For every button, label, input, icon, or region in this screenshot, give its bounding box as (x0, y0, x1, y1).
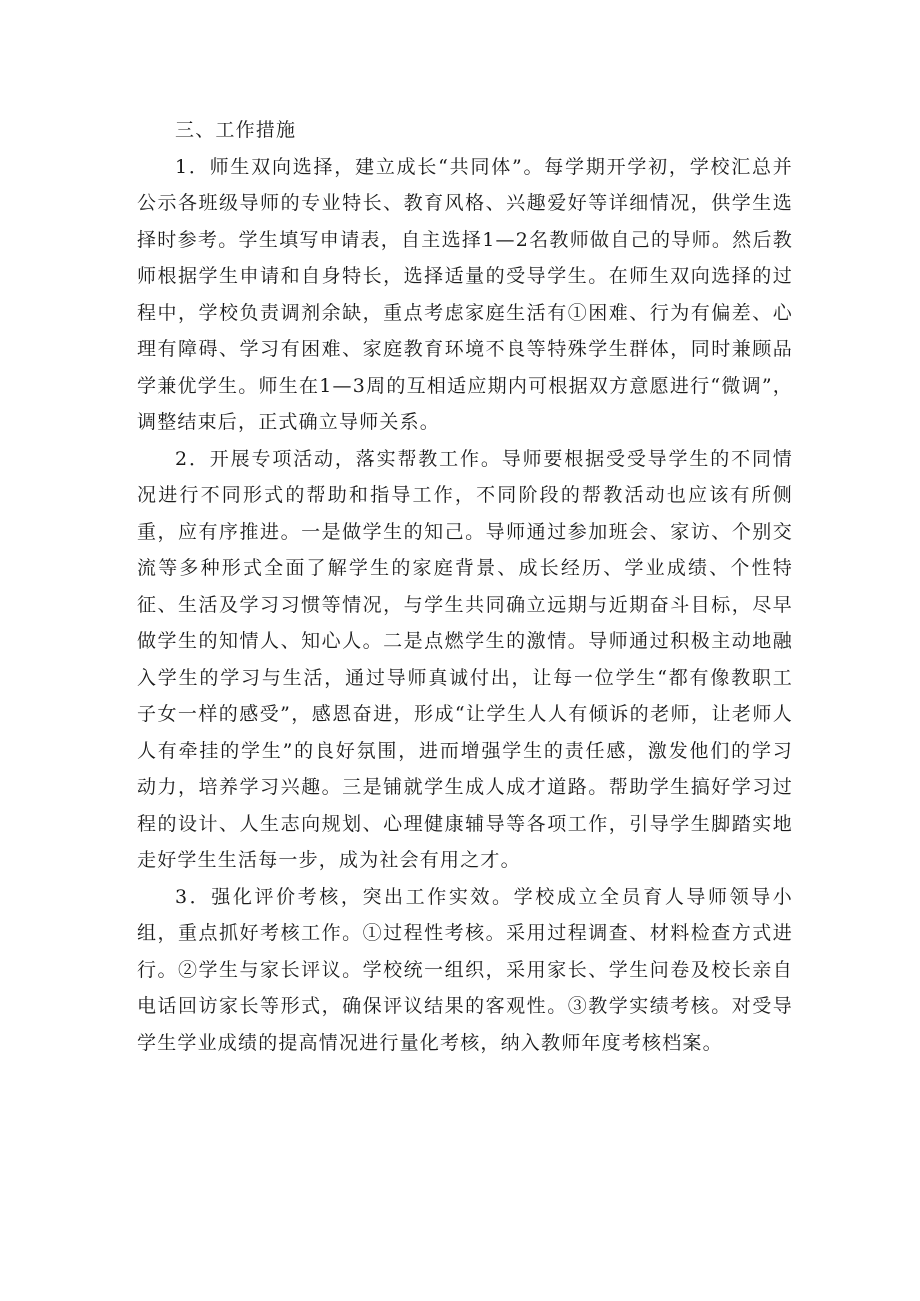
document-body (137, 112, 793, 1061)
paragraph-1: 1．师生双向选择，建立成长“共同体”。每学期开学初，学校汇总并公示各班级导师的专业特长、教育风格、兴趣爱好等详细情况，供学生选择时参考。学生填写申请表，自主选择1—2名教师做自己的导师。然后教师根据学生申请和自身特长，选择适量的受导学生。在师生双向选择的过程中，学校负责调剂余缺，重点考虑家庭生活有①困难、行为有偏差、心理有障碍、学习有困难、家庭教育环境不良等特殊学生群体，同时兼顾品学兼优学生。师生在1—3周的互相适应期内可根据双方意愿进行“微调”，调整结束后，正式确立导师关系。 (137, 155, 793, 433)
paragraph-2: 2．开展专项活动，落实帮教工作。导师要根据受受导学生的不同情况进行不同形式的帮助和指导工作，不同阶段的帮教活动也应该有所侧重，应有序推进。一是做学生的知己。导师通过参加班会、家访、个别交流等多种形式全面了解学生的家庭背景、成长经历、学业成绩、个性特征、生活及学习习惯等情况，与学生共同确立远期与近期奋斗目标，尽早做学生的知情人、知心人。二是点燃学生的激情。导师通过积极主动地融入学生的学习与生活，通过导师真诚付出，让每一位学生“都有像教职工子女一样的感受”，感恩奋进，形成“让学生人人有倾诉的老师，让老师人人有牵挂的学生”的良好氛围，进而增强学生的责任感，激发他们的学习动力，培养学习兴趣。三是铺就学生成人成才道路。帮助学生搞好学习过程的设计、人生志向规划、心理健康辅导等各项工作，引导学生脚踏实地走好学生生活每一步，成为社会有用之才。 (137, 447, 793, 871)
section-heading: 三、工作措施 (175, 119, 297, 141)
paragraph-3: 3．强化评价考核，突出工作实效。学校成立全员育人导师领导小组，重点抓好考核工作。①过程性考核。采用过程调查、材料检查方式进行。②学生与家长评议。学校统一组织，采用家长、学生问卷及校长亲自电话回访家长等形式，确保评议结果的客观性。③教学实绩考核。对受导学生学业成绩的提高情况进行量化考核，纳入教师年度考核档案。 (137, 885, 793, 1054)
